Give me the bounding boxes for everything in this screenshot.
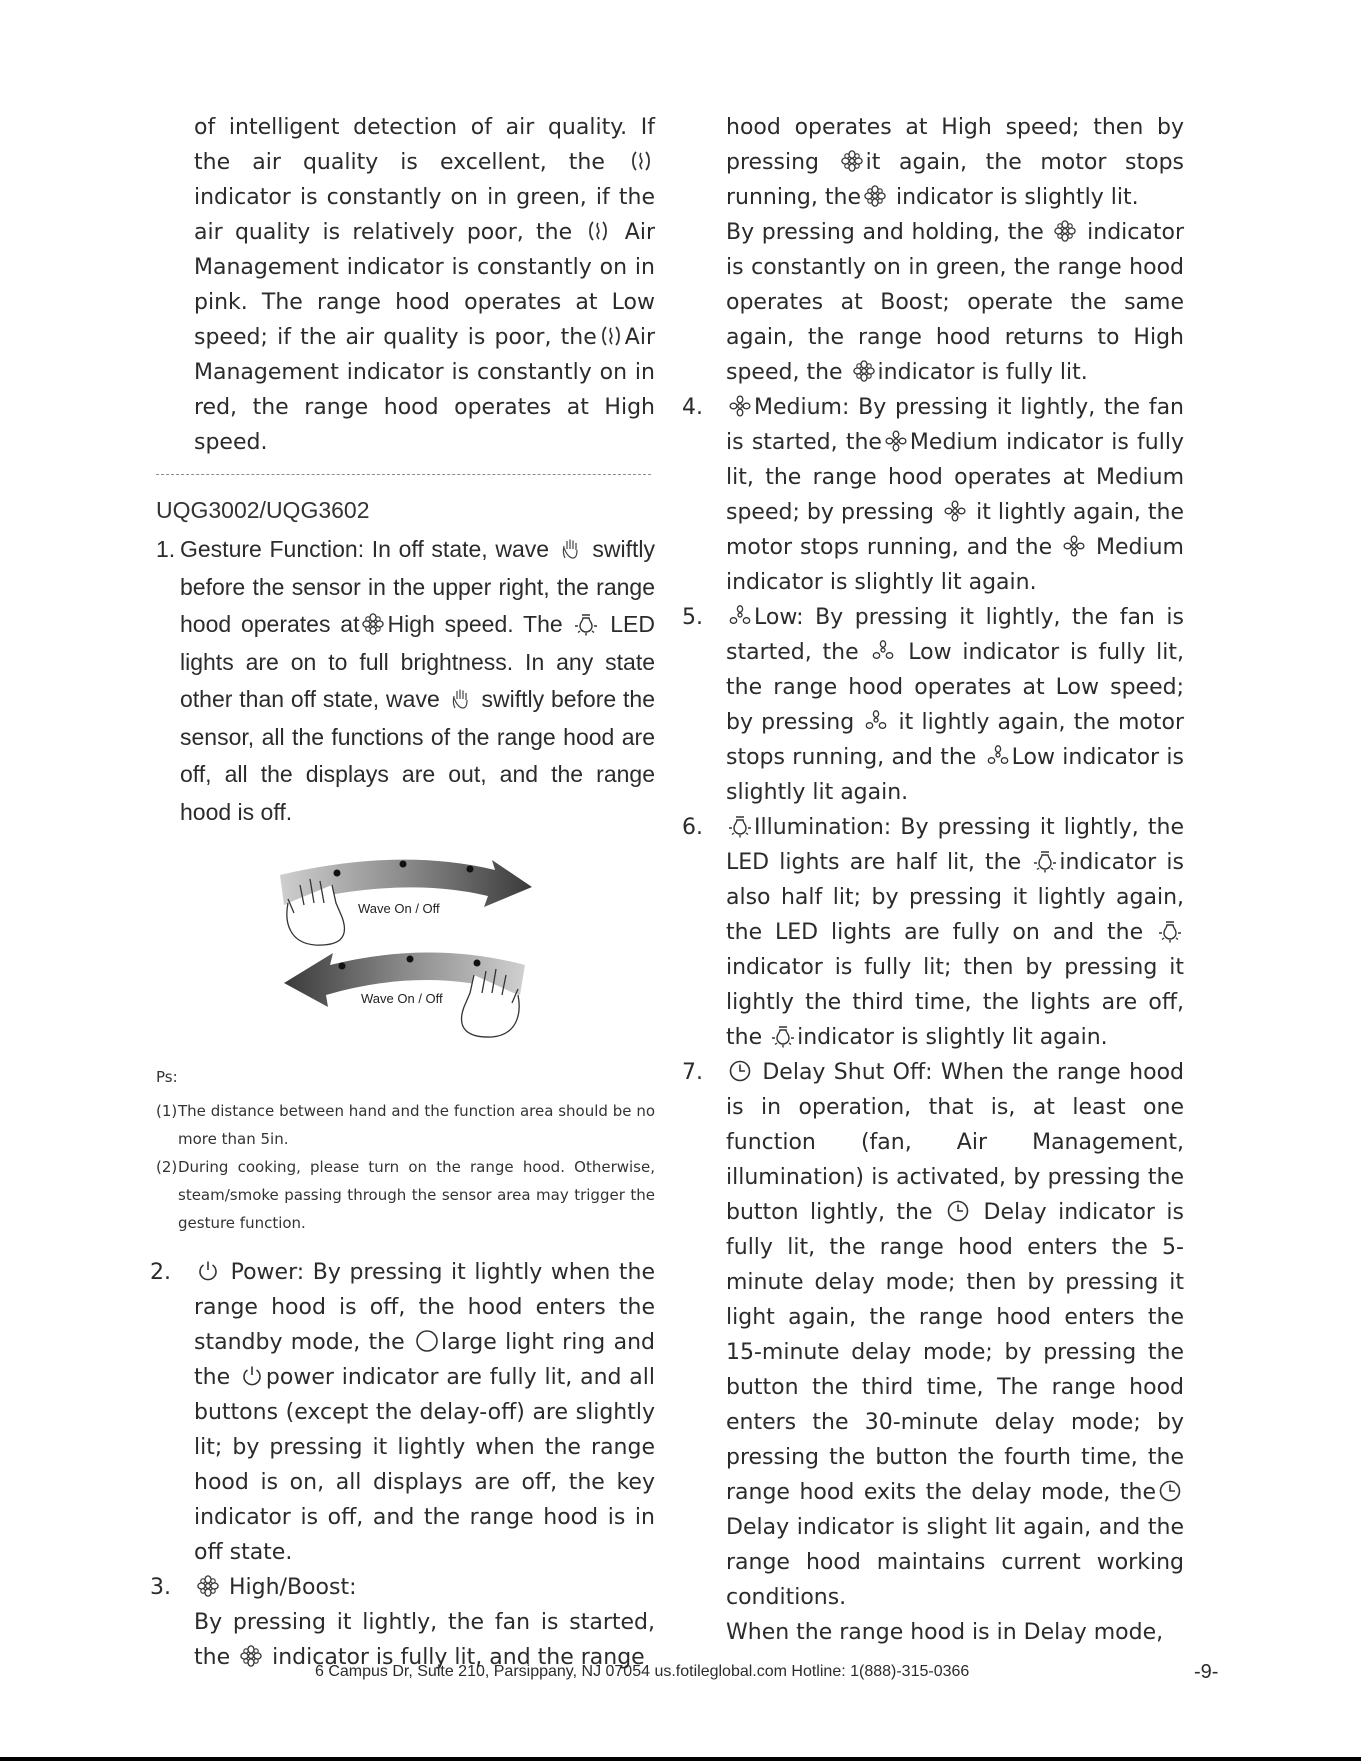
bottom-border bbox=[0, 1757, 1361, 1761]
high-speed-fan-icon bbox=[239, 1644, 263, 1668]
illumination-text: indicator is slightly lit again. bbox=[797, 1025, 1108, 1050]
air-management-icon bbox=[586, 219, 610, 243]
hand-wave-icon bbox=[559, 537, 583, 561]
high-text: indicator is fully lit, and the range bbox=[265, 1645, 645, 1670]
footer-contact: 6 Campus Dr, Suite 210, Parsippany, NJ 07054 us.fotileglobal.com Hotline: 1(888)-315-0366 bbox=[315, 1663, 970, 1680]
delay-text: Delay indicator is fully lit, the range hood enters the 5-minute delay mode; then by pressing it light again, the range hood enters the 15-minute delay mode; by pressing the button the third time, The range hood enters the 30-minute delay mode; by pressing the button the fourth time, the range hood exits the delay mode, the bbox=[726, 1200, 1185, 1505]
right-column bbox=[682, 110, 1184, 1650]
page-number: -9- bbox=[1194, 1661, 1219, 1683]
hand-wave-icon bbox=[449, 687, 473, 711]
high-text: it again, the motor stops running, the bbox=[726, 150, 1184, 210]
low-text: Low indicator is slightly lit again. bbox=[726, 745, 1184, 805]
ps-notes bbox=[156, 1063, 655, 1237]
power-text: large light ring and the bbox=[194, 1330, 655, 1390]
low-item bbox=[682, 600, 1184, 810]
delay-clock-icon bbox=[946, 1199, 970, 1223]
delay-item bbox=[682, 1055, 1184, 1615]
high-speed-fan-icon bbox=[196, 1574, 220, 1598]
low-speed-fan-icon bbox=[871, 639, 895, 663]
intro-text: Air Management indicator is constantly on in red, the range hood operates at High speed. bbox=[194, 325, 655, 455]
high-speed-fan-icon bbox=[840, 149, 864, 173]
ps-text: During cooking, please turn on the range hood. Otherwise, steam/smoke passing through the sensor area may trigger the gesture function. bbox=[178, 1158, 655, 1232]
item-number: 3. bbox=[150, 1575, 171, 1600]
wave-label-bottom: Wave On / Off bbox=[361, 991, 443, 1006]
medium-text: Medium: By pressing it lightly, the fan is started, the bbox=[726, 395, 1184, 455]
model-heading: UQG3002/UQG3602 bbox=[156, 497, 370, 523]
power-icon bbox=[240, 1364, 264, 1388]
ps-note bbox=[156, 1153, 655, 1237]
power-icon bbox=[196, 1259, 220, 1283]
delay-clock-icon bbox=[1158, 1479, 1182, 1503]
wave-gesture-illustration bbox=[270, 855, 570, 1045]
gesture-text: LED lights are on to full brightness. In any state other than off state, wave bbox=[180, 611, 655, 712]
delay-clock-icon bbox=[728, 1059, 752, 1083]
low-speed-fan-icon bbox=[864, 709, 888, 733]
medium-text: it lightly again, the motor stops running, and the bbox=[726, 500, 1184, 560]
low-speed-fan-icon bbox=[986, 744, 1010, 768]
ps-text: The distance between hand and the function area should be no more than 5in. bbox=[178, 1102, 655, 1148]
high-speed-fan-icon bbox=[1053, 219, 1077, 243]
intro-text: indicator is constantly on in green, if the air quality is relatively poor, the bbox=[194, 185, 655, 245]
illumination-icon bbox=[1158, 919, 1182, 943]
wave-arrows-graphic bbox=[270, 855, 570, 1045]
illumination-text: indicator is fully lit; then by pressing it lightly the third time, the lights are off, the bbox=[726, 955, 1184, 1050]
illumination-text: indicator is also half lit; by pressing it lightly again, the LED lights are fully on and the bbox=[726, 850, 1184, 945]
gesture-text: swiftly before the sensor in the upper right, the range hood operates at bbox=[180, 536, 655, 637]
air-management-icon bbox=[629, 149, 653, 173]
low-text: Low: By pressing it lightly, the fan is started, the bbox=[726, 605, 1184, 665]
air-quality-paragraph bbox=[150, 110, 655, 460]
left-column bbox=[150, 110, 655, 1675]
high-title: High/Boost: bbox=[222, 1575, 357, 1600]
intro-text: Air Management indicator is constantly on in pink. The range hood operates at Low speed; if the air quality is poor, the bbox=[194, 220, 656, 350]
low-text: it lightly again, the motor stops running, and the bbox=[726, 710, 1184, 770]
illumination-text: Illumination: By pressing it lightly, the LED lights are half lit, the bbox=[726, 815, 1184, 875]
item-number: 5. bbox=[682, 605, 703, 630]
power-item bbox=[150, 1255, 655, 1570]
medium-speed-fan-icon bbox=[943, 499, 967, 523]
high-speed-fan-icon bbox=[361, 612, 385, 636]
gesture-item bbox=[150, 531, 655, 831]
item-number: 1. bbox=[156, 536, 176, 562]
item-number: 6. bbox=[682, 815, 703, 840]
medium-text: Medium indicator is fully lit, the range hood operates at Medium speed; by pressing bbox=[726, 430, 1184, 525]
intro-text: of intelligent detection of air quality. If the bbox=[194, 115, 655, 175]
light-ring-icon bbox=[415, 1329, 439, 1353]
air-management-icon bbox=[599, 324, 623, 348]
gesture-text: High speed. The bbox=[387, 611, 573, 637]
high-speed-fan-icon bbox=[852, 359, 876, 383]
high-text: By pressing and holding, the bbox=[726, 220, 1052, 245]
high-text: indicator is fully lit. bbox=[877, 360, 1088, 385]
high-text: hood operates at High speed; then by pressing bbox=[726, 115, 1184, 175]
delay-mode-paragraph bbox=[682, 1615, 1184, 1650]
high-boost-continued bbox=[682, 110, 1184, 390]
power-text: power indicator are fully lit, and all buttons (except the delay-off) are slightly lit; by pressing it lightly when the range hood is on, all displays are off, the key indicator is off, and the range hood is in off state. bbox=[194, 1365, 655, 1565]
delay-text: Delay Shut Off: When the range hood is in operation, that is, at least one function (fan, Air Management, illumination) is activated, by pressing the button lightly, the bbox=[726, 1060, 1184, 1225]
high-text: indicator is constantly on in green, the range hood operates at Boost; operate the same again, the range hood returns to High speed, the bbox=[726, 220, 1184, 385]
medium-item bbox=[682, 390, 1184, 600]
high-text: By pressing it lightly, the fan is started, the bbox=[194, 1610, 655, 1670]
medium-speed-fan-icon bbox=[1062, 534, 1086, 558]
ps-note bbox=[156, 1097, 655, 1153]
item-number: 4. bbox=[682, 395, 703, 420]
power-text: Power: By pressing it lightly when the range hood is off, the hood enters the standby mode, the bbox=[194, 1260, 655, 1355]
delay-text: Delay indicator is slight lit again, and the range hood maintains current working conditions. bbox=[726, 1515, 1184, 1610]
low-speed-fan-icon bbox=[728, 604, 752, 628]
illumination-icon bbox=[728, 814, 752, 838]
illumination-item bbox=[682, 810, 1184, 1055]
high-speed-fan-icon bbox=[863, 184, 887, 208]
wave-label-top: Wave On / Off bbox=[358, 901, 440, 916]
item-number: 2. bbox=[150, 1260, 171, 1285]
medium-speed-fan-icon bbox=[884, 429, 908, 453]
illumination-icon bbox=[1033, 849, 1057, 873]
dashed-divider bbox=[156, 474, 651, 475]
illumination-icon bbox=[771, 1024, 795, 1048]
item-number: 7. bbox=[682, 1060, 703, 1085]
high-boost-item bbox=[150, 1570, 655, 1675]
ps-number: (2) bbox=[156, 1158, 178, 1176]
high-text: indicator is slightly lit. bbox=[889, 185, 1139, 210]
ps-number: (1) bbox=[156, 1102, 178, 1120]
illumination-icon bbox=[574, 612, 598, 636]
medium-speed-fan-icon bbox=[728, 394, 752, 418]
gesture-text: Gesture Function: In off state, wave bbox=[180, 536, 557, 562]
medium-text: Medium indicator is slightly lit again. bbox=[726, 535, 1184, 595]
low-text: Low indicator is fully lit, the range hood operates at Low speed; by pressing bbox=[726, 640, 1184, 735]
delay-mode-text: When the range hood is in Delay mode, bbox=[726, 1620, 1164, 1645]
gesture-text: swiftly before the sensor, all the functions of the range hood are off, all the displays are out, and the range hood is off. bbox=[180, 686, 655, 825]
intro-text: air quality is excellent, the bbox=[252, 150, 628, 175]
gesture-section bbox=[150, 531, 655, 831]
ps-title: Ps: bbox=[156, 1068, 178, 1086]
